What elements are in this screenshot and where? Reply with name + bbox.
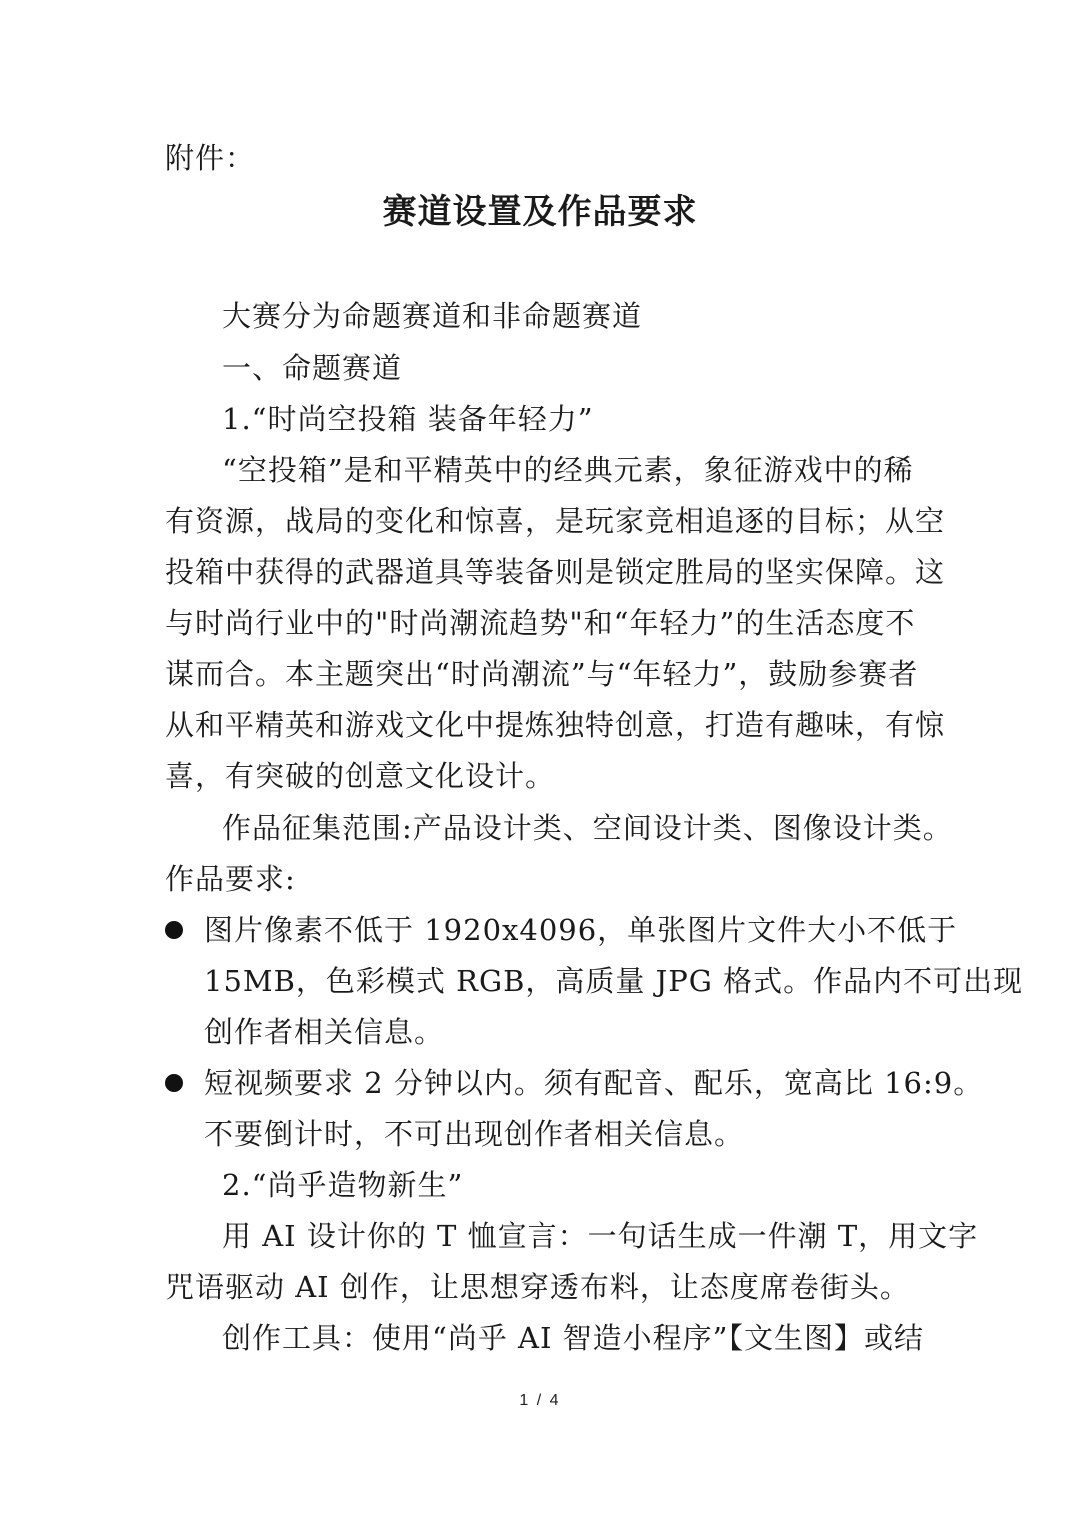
track1-paragraph-line: 有资源，战局的变化和惊喜，是玩家竞相追逐的目标；从空: [165, 504, 946, 538]
bullet-dot: [165, 1074, 183, 1092]
page-number: 1 / 4: [519, 1392, 561, 1409]
track2-paragraph-line: 用 AI 设计你的 T 恤宣言：一句话生成一件潮 T，用文字: [222, 1219, 979, 1253]
bullet-line: 15MB，色彩模式 RGB，高质量 JPG 格式。作品内不可出现: [204, 964, 1024, 998]
bullet-line: 短视频要求 2 分钟以内。须有配音、配乐，宽高比 16:9。: [204, 1066, 984, 1100]
bullet-line: 创作者相关信息。: [204, 1015, 445, 1049]
track1-title: 1.“时尚空投箱 装备年轻力”: [222, 402, 594, 436]
track1-scope: 作品征集范围:产品设计类、空间设计类、图像设计类。: [222, 811, 953, 845]
section-heading: 一、命题赛道: [222, 351, 403, 385]
intro-text: 大赛分为命题赛道和非命题赛道: [222, 299, 643, 333]
attachment-label: 附件：: [165, 141, 256, 175]
requirements-label: 作品要求:: [165, 862, 296, 896]
bullet-dot: [165, 921, 183, 939]
track2-paragraph-line: 咒语驱动 AI 创作，让思想穿透布料，让态度席卷街头。: [165, 1270, 910, 1304]
track1-paragraph-line: 投箱中获得的武器道具等装备则是锁定胜局的坚实保障。这: [165, 555, 946, 589]
track2-tools-line: 创作工具：使用“尚乎 AI 智造小程序”【文生图】或结: [222, 1321, 924, 1355]
track1-paragraph-line: 与时尚行业中的"时尚潮流趋势"和“年轻力”的生活态度不: [165, 606, 916, 640]
bullet-line: 不要倒计时，不可出现创作者相关信息。: [204, 1117, 745, 1151]
track1-paragraph-line: 喜，有突破的创意文化设计。: [165, 759, 556, 793]
page-title: 赛道设置及作品要求: [382, 192, 698, 232]
bullet-line: 图片像素不低于 1920x4096，单张图片文件大小不低于: [204, 913, 958, 947]
track2-title: 2.“尚乎造物新生”: [222, 1168, 464, 1202]
track1-paragraph-line: 谋而合。本主题突出“时尚潮流”与“年轻力”，鼓励参赛者: [165, 657, 919, 691]
track1-paragraph-line: 从和平精英和游戏文化中提炼独特创意，打造有趣味，有惊: [165, 708, 946, 742]
track1-paragraph-line: “空投箱”是和平精英中的经典元素，象征游戏中的稀: [222, 453, 914, 487]
